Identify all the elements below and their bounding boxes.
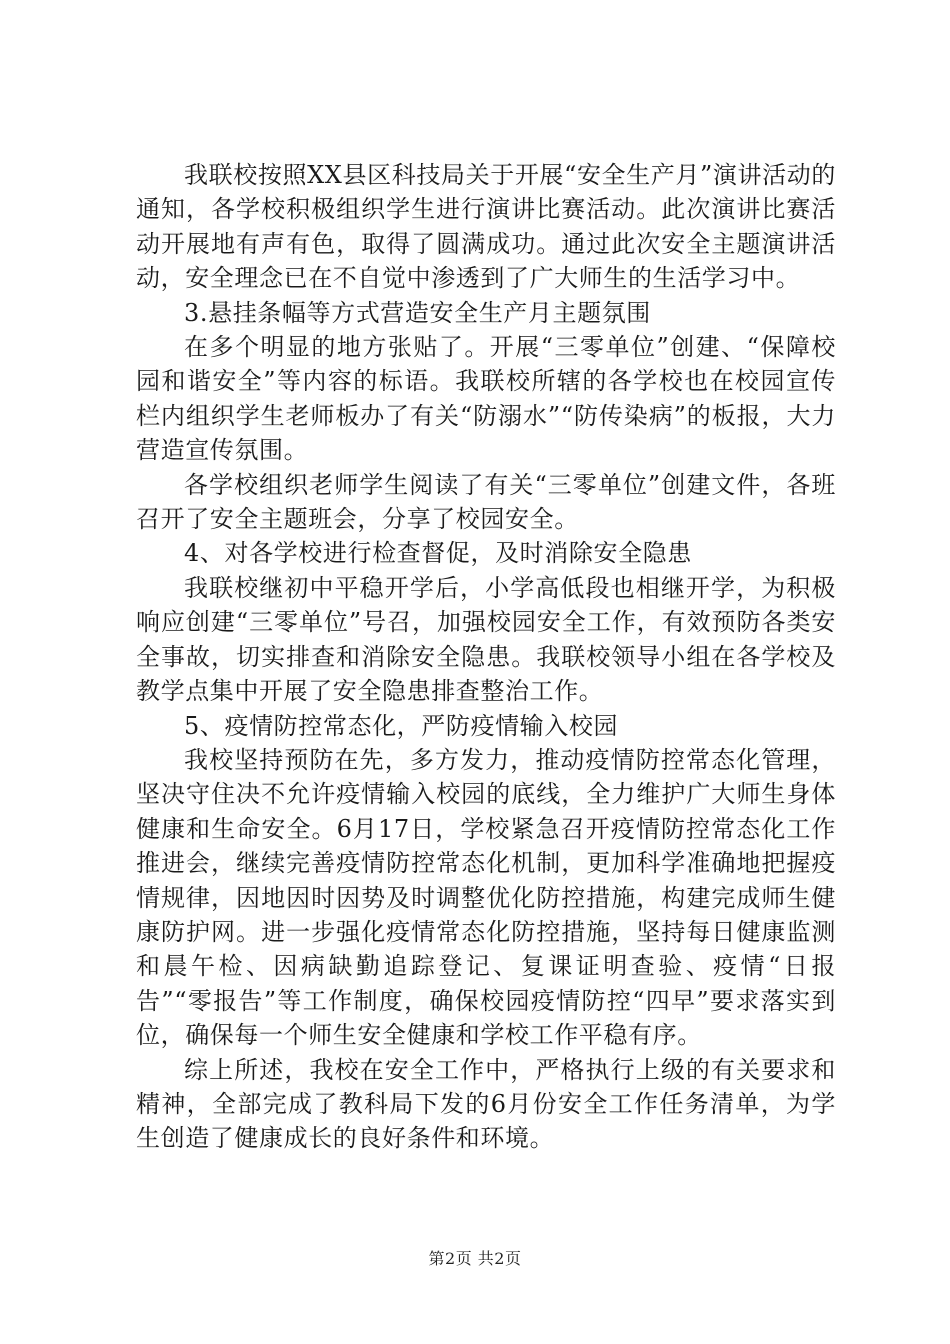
section-heading-4: 4、对各学校进行检查督促，及时消除安全隐患 xyxy=(184,539,692,568)
paragraph-summary: 综上所述，我校在安全工作中，严格执行上级的有关要求和精神，全部完成了教科局下发的6月份安全工作任务清单，为学生创造了健康成长的良好条件和环境。 xyxy=(136,1055,836,1153)
paragraph-class-meetings: 各学校组织老师学生阅读了有关“三零单位”创建文件，各班召开了安全主题班会，分享了校园安全。 xyxy=(136,470,836,534)
section-heading-5: 5、疫情防控常态化，严防疫情输入校园 xyxy=(184,711,619,740)
section-heading-3: 3.悬挂条幅等方式营造安全生产月主题氛围 xyxy=(184,298,651,327)
paragraph-speech-contest: 我联校按照XX县区科技局关于开展“安全生产月”演讲活动的通知，各学校积极组织学生进行演讲比赛活动。此次演讲比赛活动开展地有声有色，取得了圆满成功。通过此次安全主题演讲活动，安全理念已在不自觉中渗透到了广大师生的生活学习中。 xyxy=(136,161,836,293)
paragraph-banners: 在多个明显的地方张贴了。开展“三零单位”创建、“保障校园和谐安全”等内容的标语。我联校所辖的各学校也在校园宣传栏内组织学生老师板办了有关“防溺水”“防传染病”的板报，大力营造宣传氛围。 xyxy=(136,333,836,465)
paragraph-epidemic-control: 我校坚持预防在先，多方发力，推动疫情防控常态化管理，坚决守住决不允许疫情输入校园的底线，全力维护广大师生身体健康和生命安全。6月17日，学校紧急召开疫情防控常态化工作推进会，继续完善疫情防控常态化机制，更加科学准确地把握疫情规律，因地因时因势及时调整优化防控措施，构建完成师生健康防护网。进一步强化疫情常态化防控措施，坚持每日健康监测和晨午检、因病缺勤追踪登记、复课证明查验、疫情“日报告”“零报告”等工作制度，确保校园疫情防控“四早”要求落实到位，确保每一个师生安全健康和学校工作平稳有序。 xyxy=(136,745,836,1050)
paragraph-inspection: 我联校继初中平稳开学后，小学高低段也相继开学，为积极响应创建“三零单位”号召，加强校园安全工作，有效预防各类安全事故，切实排查和消除安全隐患。我联校领导小组在各学校及教学点集中开展了安全隐患排查整治工作。 xyxy=(136,573,836,706)
page-footer: 第2页 共2页 xyxy=(428,1249,522,1268)
document-body xyxy=(136,158,836,1156)
